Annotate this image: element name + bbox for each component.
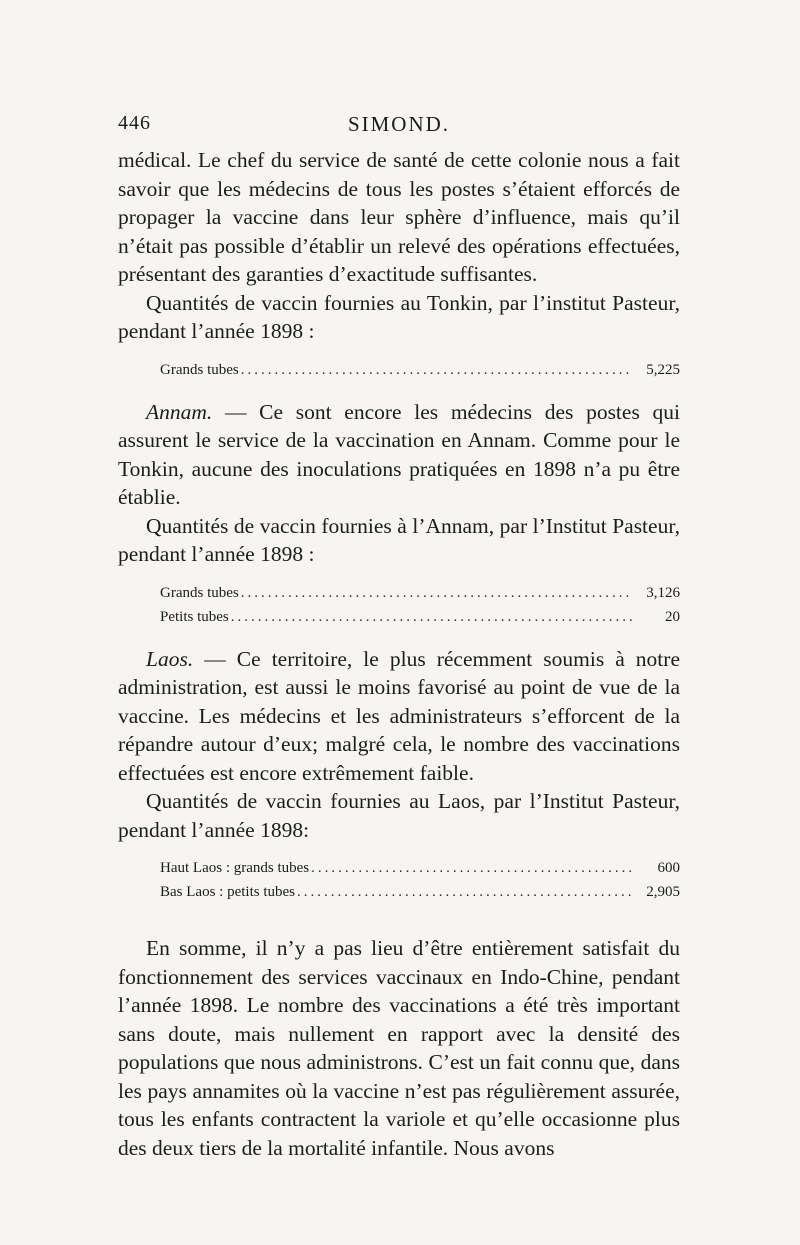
table-row (160, 605, 680, 629)
paragraph-laos-quantities: Quantités de vaccin fournies au Laos, par l’Institut Pasteur, pendant l’année 1898: (118, 789, 680, 842)
dot-leader (231, 605, 632, 629)
paragraph-annam (118, 398, 680, 512)
table-row (160, 856, 680, 880)
paragraph-conclusion: En somme, il n’y a pas lieu d’être entièrement satisfait du fonctionnement des services vaccinaux en Indo-Chine, pendant l’année 1898. Le nombre des vaccinations a été très important sans doute, mais nullement en rapport avec la densité des populations que nous administrons. C’est un fait connu que, dans les pays annamites où la vaccine n’est pas régulièrement assurée, tous les enfants contractent la variole et qu’elle occasionne plus des deux tiers de la mortalité infantile. Nous avons (118, 936, 680, 1160)
page-body (118, 146, 680, 1162)
running-head (118, 112, 680, 142)
table-row (160, 358, 680, 382)
row-label: Bas Laos : petits tubes (160, 884, 295, 900)
dot-leader (311, 856, 632, 880)
section-lead-laos: Laos. (146, 646, 194, 671)
table-laos (118, 856, 680, 904)
dot-leader (297, 880, 632, 904)
table-tonkin (118, 358, 680, 382)
row-value: 20 (665, 608, 680, 625)
row-value: 3,126 (646, 584, 680, 601)
paragraph-annam-quantities: Quantités de vaccin fournies à l’Annam, par l’Institut Pasteur, pendant l’année 1898 : (118, 513, 680, 566)
row-label: Grands tubes (160, 361, 239, 378)
paragraph-medical: médical. Le chef du service de santé de cette colonie nous a fait savoir que les médecins de tous les postes s’étaient efforcés de propager la vaccine dans leur sphère d’influence, mais qu’il n’était pas possible d’établir un relevé des opérations effectuées, présentant des garanties d’exactitude suffisantes. (118, 148, 680, 286)
table-annam (118, 581, 680, 629)
spacer (118, 920, 680, 934)
row-label: Haut Laos : grands tubes (160, 860, 310, 876)
section-lead-annam: Annam. (146, 399, 213, 424)
paragraph-laos-text: — Ce territoire, le plus récemment soumis à notre administration, est aussi le moins favorisé au point de vue de la vaccine. Les médecins et les administrateurs s’efforcent de la répandre autour d’eux; malgré cela, le nombre des vaccinations effectuées est encore extrêmement faible. (118, 646, 680, 785)
table-row (160, 880, 680, 904)
running-title: SIMOND. (347, 112, 451, 136)
paragraph-annam-text: — Ce sont encore les médecins des postes qui assurent le service de la vaccination en Annam. Comme pour le Tonkin, aucune des inoculations pratiquées en 1898 n’a pu être établie. (118, 399, 680, 509)
row-value: 2,905 (646, 884, 680, 900)
paragraph-laos (118, 645, 680, 788)
table-row (160, 581, 680, 605)
row-label: Grands tubes (160, 584, 239, 601)
page-number: 446 (118, 112, 151, 134)
row-value: 600 (657, 860, 680, 876)
row-label: Petits tubes (160, 608, 229, 625)
paragraph-tonkin-quantities: Quantités de vaccin fournies au Tonkin, par l’institut Pasteur, pendant l’année 1898 : (118, 290, 680, 343)
dot-leader (241, 581, 632, 605)
dot-leader (241, 358, 632, 382)
row-value: 5,225 (646, 361, 680, 378)
